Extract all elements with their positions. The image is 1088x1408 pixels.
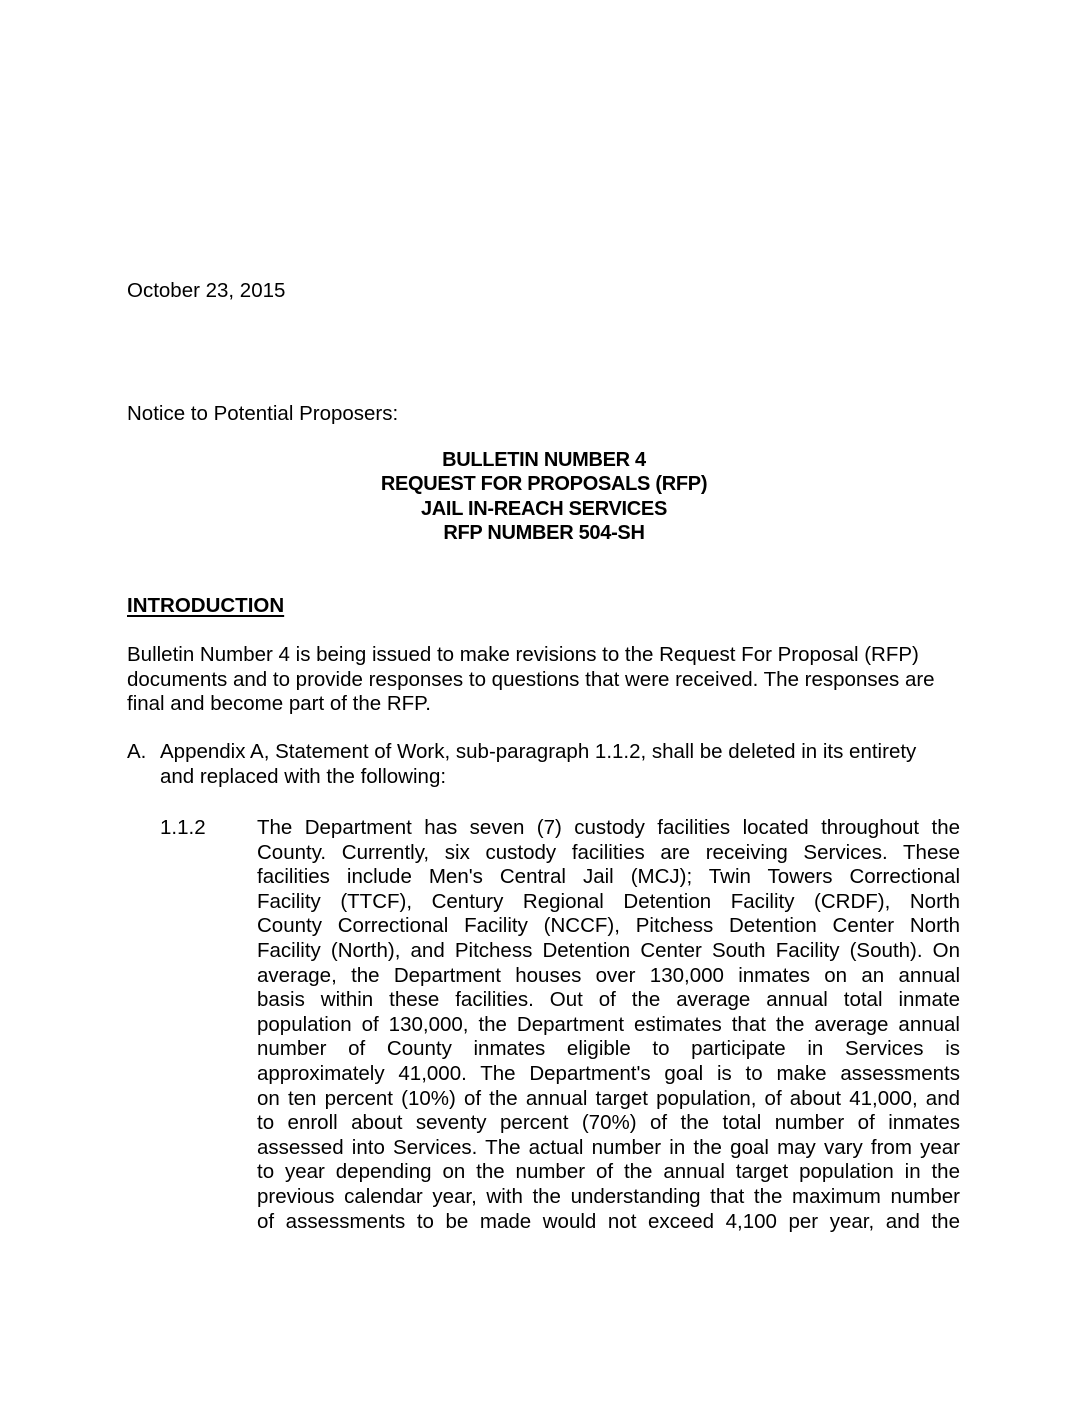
subparagraph-line: average, the Department houses over 130,000 inmates on an annual bbox=[257, 963, 960, 987]
subparagraph-line: population of 130,000, the Department estimates that the average annual bbox=[257, 1012, 960, 1036]
bulletin-title-block bbox=[0, 448, 1088, 546]
subparagraph-number: 1.1.2 bbox=[160, 816, 206, 839]
item-text: Appendix A, Statement of Work, sub-paragraph 1.1.2, shall be deleted in its entirety and replaced with the following: bbox=[160, 740, 917, 788]
title-line-rfp-number: RFP NUMBER 504-SH bbox=[443, 522, 645, 545]
subparagraph-text bbox=[257, 816, 960, 1234]
subparagraph-line: basis within these facilities. Out of the average annual total inmate bbox=[257, 988, 960, 1012]
title-line-bulletin-number: BULLETIN NUMBER 4 bbox=[442, 449, 646, 471]
revision-item-a bbox=[127, 740, 949, 789]
subparagraph-1-1-2 bbox=[160, 816, 960, 1234]
subparagraph-line: to enroll about seventy percent (70%) of the total number of inmates bbox=[257, 1111, 960, 1135]
title-line-service: JAIL IN-REACH SERVICES bbox=[420, 497, 668, 520]
subparagraph-line: Facility (TTCF), Century Regional Detention Facility (CRDF), North bbox=[257, 889, 960, 913]
subparagraph-line: The Department has seven (7) custody facilities located throughout the bbox=[257, 816, 960, 839]
introduction-heading: INTRODUCTION bbox=[127, 594, 285, 617]
subparagraph-line: assessed into Services. The actual number in the goal may vary from year bbox=[257, 1135, 960, 1159]
subparagraph-line: facilities include Men's Central Jail (MCJ); Twin Towers Correctional bbox=[257, 865, 960, 889]
subparagraph-line: County Correctional Facility (NCCF), Pitchess Detention Center North bbox=[257, 914, 960, 938]
subparagraph-line: County. Currently, six custody facilities are receiving Services. These bbox=[257, 840, 960, 864]
subparagraph-line: number of County inmates eligible to participate in Services is bbox=[257, 1037, 960, 1061]
subparagraph-line: previous calendar year, with the understanding that the maximum number bbox=[257, 1184, 960, 1208]
subparagraph-line: Facility (North), and Pitchess Detention Center South Facility (South). On bbox=[257, 938, 960, 962]
salutation: Notice to Potential Proposers: bbox=[127, 402, 399, 425]
subparagraph-line: on ten percent (10%) of the annual target population, of about 41,000, and bbox=[257, 1086, 960, 1110]
title-line-rfp: REQUEST FOR PROPOSALS (RFP) bbox=[380, 473, 708, 496]
subparagraph-line: approximately 41,000. The Department's goal is to make assessments bbox=[257, 1061, 960, 1085]
document-date: October 23, 2015 bbox=[127, 279, 286, 302]
item-marker: A. bbox=[127, 740, 147, 763]
subparagraph-line: to year depending on the number of the annual target population in the bbox=[257, 1160, 960, 1184]
introduction-paragraph: Bulletin Number 4 is being issued to make revisions to the Request For Proposal (RFP) documents and to provide responses to questions that were received. The responses are final and become part of the RFP. bbox=[127, 643, 935, 716]
subparagraph-line: of assessments to be made would not exceed 4,100 per year, and the bbox=[257, 1209, 960, 1233]
